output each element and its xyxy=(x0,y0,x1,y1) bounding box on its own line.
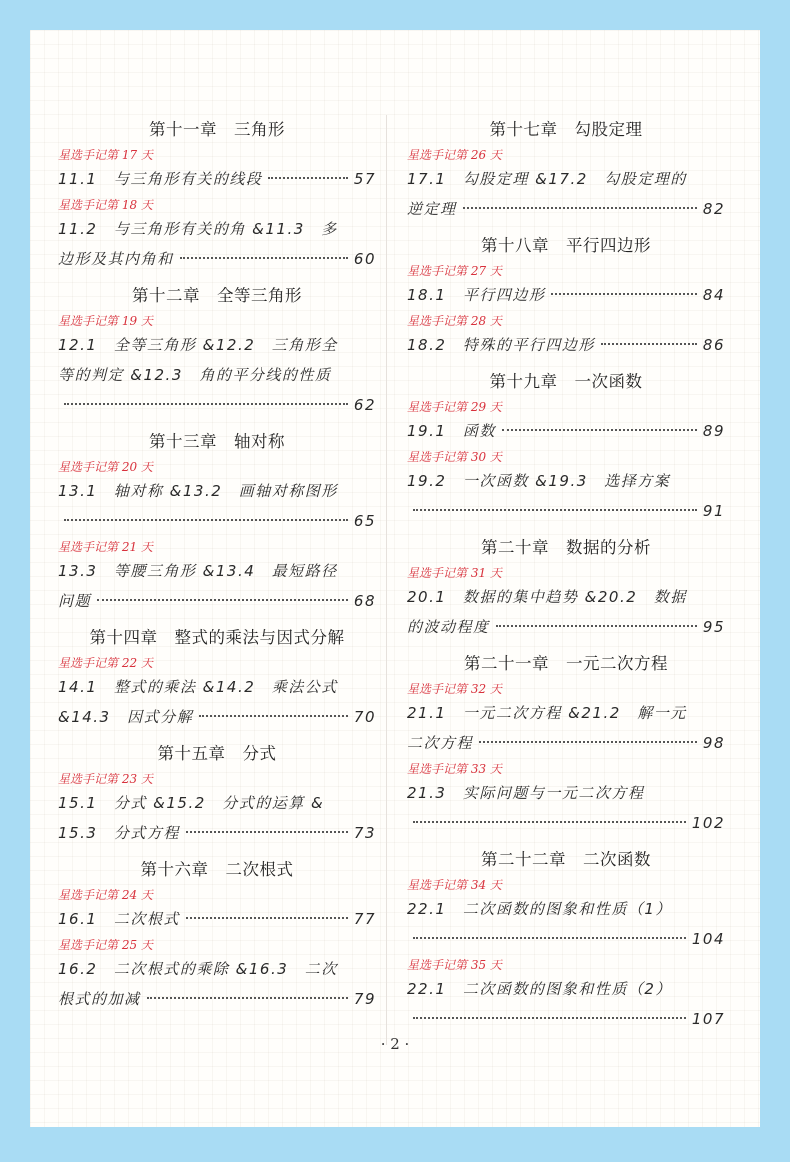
toc-entry-line xyxy=(407,496,725,526)
toc-entry-line xyxy=(58,672,376,702)
toc-entry-line xyxy=(407,808,725,838)
entry-text: 21.3 实际问题与一元二次方程 xyxy=(407,784,645,802)
entry-text: 19.1 函数 xyxy=(407,422,496,440)
dot-leader xyxy=(413,937,686,939)
toc-entry-line xyxy=(58,702,376,732)
day-label: 星选手记第 34 天 xyxy=(407,878,502,892)
entry-text: 根式的加减 xyxy=(58,990,141,1008)
entry-page-number: 104 xyxy=(691,930,725,948)
entry-page-number: 86 xyxy=(702,336,725,354)
entry-text: 13.1 轴对称 &13.2 画轴对称图形 xyxy=(58,482,338,500)
toc-entry-line xyxy=(58,556,376,586)
dot-leader xyxy=(479,741,697,743)
entry-page-number: 57 xyxy=(353,170,376,188)
dot-leader xyxy=(496,625,697,627)
entry-text: 逆定理 xyxy=(407,200,457,218)
chapter-title: 第十四章 整式的乘法与因式分解 xyxy=(89,628,345,647)
dot-leader xyxy=(180,257,348,259)
day-label: 星选手记第 26 天 xyxy=(407,148,502,162)
entry-page-number: 89 xyxy=(702,422,725,440)
entry-text: 19.2 一次函数 &19.3 选择方案 xyxy=(407,472,671,490)
entry-page-number: 98 xyxy=(702,734,725,752)
dot-leader xyxy=(601,343,697,345)
entry-page-number: 62 xyxy=(353,396,376,414)
entry-page-number: 79 xyxy=(353,990,376,1008)
entry-page-number: 68 xyxy=(353,592,376,610)
toc-entry-line xyxy=(58,788,376,818)
entry-page-number: 102 xyxy=(691,814,725,832)
chapter-title: 第十三章 轴对称 xyxy=(149,432,285,451)
toc-entry-line xyxy=(58,904,376,934)
entry-page-number: 70 xyxy=(353,708,376,726)
day-label: 星选手记第 24 天 xyxy=(58,888,153,902)
entry-page-number: 60 xyxy=(353,250,376,268)
toc-entry-line xyxy=(407,466,725,496)
chapter-title: 第二十二章 二次函数 xyxy=(481,850,651,869)
chapter-title: 第十二章 全等三角形 xyxy=(132,286,302,305)
toc-entry-line xyxy=(58,164,376,194)
entry-text: 18.2 特殊的平行四边形 xyxy=(407,336,595,354)
toc-entry-line xyxy=(58,984,376,1014)
chapter-title: 第二十一章 一元二次方程 xyxy=(464,654,668,673)
dot-leader xyxy=(551,293,697,295)
toc-entry-line xyxy=(407,778,725,808)
day-label: 星选手记第 22 天 xyxy=(58,656,153,670)
toc-entry-line xyxy=(407,164,725,194)
entry-text: 22.1 二次函数的图象和性质（1） xyxy=(407,900,672,918)
entry-page-number: 91 xyxy=(702,502,725,520)
day-label: 星选手记第 17 天 xyxy=(58,148,153,162)
toc-entry-line xyxy=(58,506,376,536)
toc-entry-line xyxy=(58,586,376,616)
toc-entry-line xyxy=(58,954,376,984)
dot-leader xyxy=(64,403,348,405)
entry-text: 21.1 一元二次方程 &21.2 解一元 xyxy=(407,704,687,722)
day-label: 星选手记第 31 天 xyxy=(407,566,502,580)
toc-entry-line xyxy=(407,1004,725,1034)
dot-leader xyxy=(186,917,348,919)
dot-leader xyxy=(413,509,697,511)
day-label: 星选手记第 35 天 xyxy=(407,958,502,972)
day-label: 星选手记第 18 天 xyxy=(58,198,153,212)
entry-page-number: 77 xyxy=(353,910,376,928)
dot-leader xyxy=(147,997,348,999)
entry-page-number: 82 xyxy=(702,200,725,218)
column-divider xyxy=(386,115,387,1045)
dot-leader xyxy=(463,207,697,209)
day-label: 星选手记第 27 天 xyxy=(407,264,502,278)
dot-leader xyxy=(268,177,348,179)
entry-text: &14.3 因式分解 xyxy=(58,708,194,726)
entry-text: 二次方程 xyxy=(407,734,474,752)
day-label: 星选手记第 32 天 xyxy=(407,682,502,696)
left-column xyxy=(58,108,376,1014)
entry-text: 12.1 全等三角形 &12.2 三角形全 xyxy=(58,336,338,354)
chapter-title: 第二十章 数据的分析 xyxy=(481,538,651,557)
toc-entry-line xyxy=(407,280,725,310)
entry-page-number: 84 xyxy=(702,286,725,304)
day-label: 星选手记第 20 天 xyxy=(58,460,153,474)
day-label: 星选手记第 33 天 xyxy=(407,762,502,776)
toc-entry-line xyxy=(407,894,725,924)
day-label: 星选手记第 21 天 xyxy=(58,540,153,554)
dot-leader xyxy=(186,831,348,833)
entry-text: 16.1 二次根式 xyxy=(58,910,180,928)
toc-entry-line xyxy=(407,416,725,446)
day-label: 星选手记第 28 天 xyxy=(407,314,502,328)
entry-text: 18.1 平行四边形 xyxy=(407,286,546,304)
dot-leader xyxy=(199,715,348,717)
entry-text: 22.1 二次函数的图象和性质（2） xyxy=(407,980,672,998)
dot-leader xyxy=(413,1017,686,1019)
entry-page-number: 95 xyxy=(702,618,725,636)
entry-text: 20.1 数据的集中趋势 &20.2 数据 xyxy=(407,588,687,606)
toc-entry-line xyxy=(407,924,725,954)
toc-entry-line xyxy=(58,390,376,420)
entry-text: 问题 xyxy=(58,592,92,610)
entry-text: 等的判定 &12.3 角的平分线的性质 xyxy=(58,366,332,384)
toc-entry-line xyxy=(407,194,725,224)
entry-text: 边形及其内角和 xyxy=(58,250,174,268)
dot-leader xyxy=(64,519,348,521)
toc-entry-line xyxy=(407,582,725,612)
toc-entry-line xyxy=(58,244,376,274)
entry-text: 16.2 二次根式的乘除 &16.3 二次 xyxy=(58,960,338,978)
chapter-title: 第十九章 一次函数 xyxy=(489,372,643,391)
toc-entry-line xyxy=(58,360,376,390)
entry-text: 14.1 整式的乘法 &14.2 乘法公式 xyxy=(58,678,338,696)
day-label: 星选手记第 29 天 xyxy=(407,400,502,414)
toc-entry-line xyxy=(58,818,376,848)
entry-text: 的波动程度 xyxy=(407,618,490,636)
entry-page-number: 65 xyxy=(353,512,376,530)
day-label: 星选手记第 30 天 xyxy=(407,450,502,464)
toc-entry-line xyxy=(407,612,725,642)
dot-leader xyxy=(97,599,348,601)
day-label: 星选手记第 25 天 xyxy=(58,938,153,952)
chapter-title: 第十八章 平行四边形 xyxy=(481,236,651,255)
toc-entry-line xyxy=(407,698,725,728)
toc-entry-line xyxy=(407,974,725,1004)
day-label: 星选手记第 23 天 xyxy=(58,772,153,786)
toc-entry-line xyxy=(58,214,376,244)
dot-leader xyxy=(502,429,697,431)
entry-text: 13.3 等腰三角形 &13.4 最短路径 xyxy=(58,562,338,580)
page-number: · 2 · xyxy=(380,1035,410,1053)
entry-page-number: 73 xyxy=(353,824,376,842)
chapter-title: 第十六章 二次根式 xyxy=(140,860,294,879)
day-label: 星选手记第 19 天 xyxy=(58,314,153,328)
toc-entry-line xyxy=(58,476,376,506)
chapter-title: 第十七章 勾股定理 xyxy=(489,120,643,139)
dot-leader xyxy=(413,821,686,823)
toc-entry-line xyxy=(58,330,376,360)
entry-page-number: 107 xyxy=(691,1010,725,1028)
document-page xyxy=(30,30,760,1127)
entry-text: 11.2 与三角形有关的角 &11.3 多 xyxy=(58,220,338,238)
chapter-title: 第十五章 分式 xyxy=(157,744,277,763)
entry-text: 11.1 与三角形有关的线段 xyxy=(58,170,263,188)
entry-text: 17.1 勾股定理 &17.2 勾股定理的 xyxy=(407,170,687,188)
toc-entry-line xyxy=(407,728,725,758)
chapter-title: 第十一章 三角形 xyxy=(149,120,285,139)
toc-entry-line xyxy=(407,330,725,360)
entry-text: 15.1 分式 &15.2 分式的运算 & xyxy=(58,794,325,812)
entry-text: 15.3 分式方程 xyxy=(58,824,180,842)
right-column xyxy=(407,108,725,1034)
